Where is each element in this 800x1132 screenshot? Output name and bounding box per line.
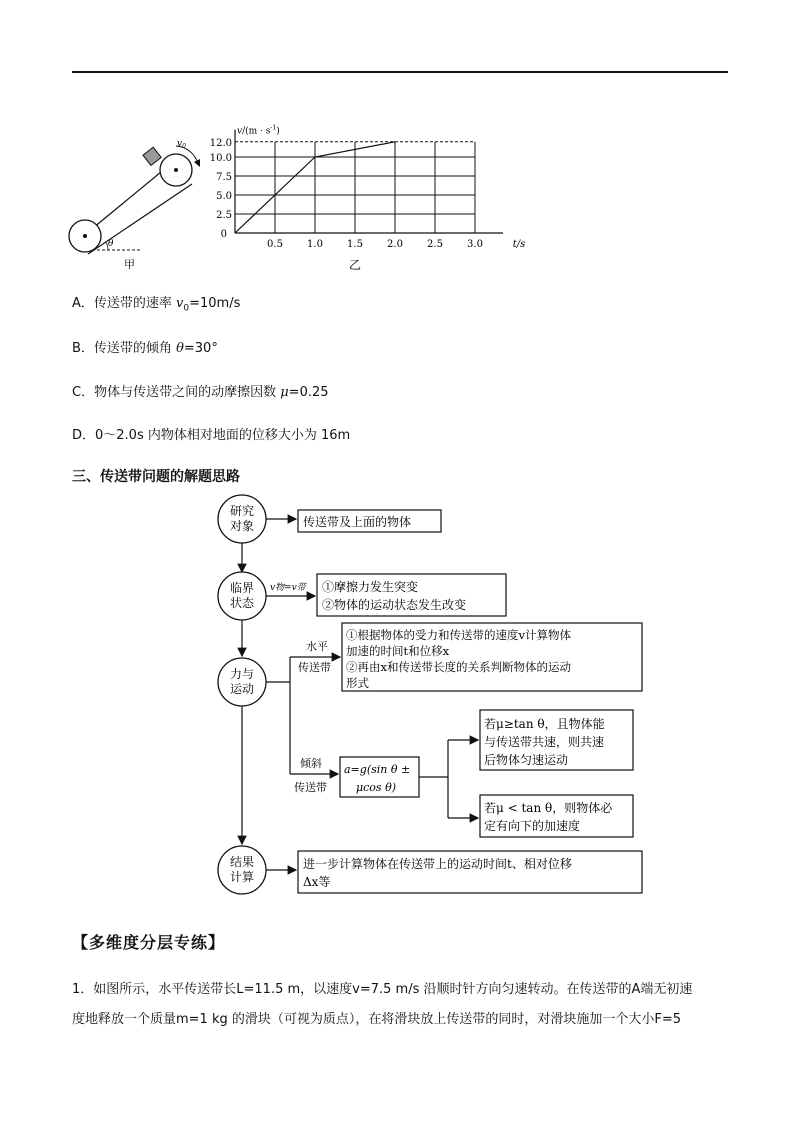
- y-tick-label: 10.0: [209, 153, 232, 164]
- svg-text:①根据物体的受力和传送带的速度v计算物体: ①根据物体的受力和传送带的速度v计算物体: [346, 628, 571, 642]
- caption-jia: 甲: [124, 258, 135, 271]
- y-tick-label: 12.0: [209, 137, 232, 149]
- option-a: A．传送带的速率 $v_0=10m/s$: [72, 296, 241, 314]
- flowchart: [210, 495, 660, 910]
- svg-text:①摩擦力发生突变: ①摩擦力发生突变: [322, 580, 419, 594]
- x-axis-label: t/s: [512, 239, 526, 250]
- figure-jia: [60, 120, 220, 270]
- option-c: C．物体与传送带之间的动摩擦因数 μ=0.25: [72, 385, 329, 400]
- node-force-motion: [218, 658, 266, 706]
- figure-yi-chart: [209, 88, 526, 273]
- y-tick-label: 5.0: [216, 191, 232, 202]
- top-rule: [72, 71, 728, 73]
- v0-label: $v_0$: [177, 139, 186, 150]
- svg-text:力与: 力与: [229, 667, 255, 681]
- svg-text:形式: 形式: [346, 676, 369, 690]
- svg-text:对象: 对象: [229, 519, 255, 533]
- x-tick-label: 0.5: [267, 239, 283, 250]
- condition-label: v物=v带: [270, 583, 306, 593]
- x-tick-label: 1.0: [307, 239, 323, 250]
- svg-text:若μ≥tan θ，且物体能: 若μ≥tan θ，且物体能: [484, 717, 605, 731]
- y-axis-label: $v/(m \cdot s^{-1})$: [237, 124, 280, 137]
- x-tick-label: 1.5: [347, 239, 363, 250]
- practice-title: 【多维度分层专练】: [72, 933, 226, 952]
- svg-text:Δx等: Δx等: [303, 875, 331, 889]
- svg-text:传送带: 传送带: [298, 661, 331, 674]
- svg-text:②物体的运动状态发生改变: ②物体的运动状态发生改变: [322, 598, 467, 612]
- svg-text:研究: 研究: [229, 504, 255, 518]
- svg-text:若μ < tan θ，则物体必: 若μ < tan θ，则物体必: [484, 801, 613, 815]
- svg-text:μcos θ): μcos θ): [356, 781, 396, 794]
- x-tick-label: 2.0: [387, 239, 403, 250]
- svg-text:②再由x和传送带长度的关系判断物体的运动: ②再由x和传送带长度的关系判断物体的运动: [346, 660, 571, 674]
- svg-text:运动: 运动: [229, 682, 255, 696]
- svg-text:状态: 状态: [229, 596, 255, 610]
- svg-text:临界: 临界: [229, 581, 255, 595]
- inclined-label: 倾斜: [300, 757, 322, 770]
- box-object-text: 传送带及上面的物体: [303, 515, 412, 529]
- x-tick-label: 3.0: [467, 239, 483, 250]
- block: [143, 147, 161, 165]
- problem-1-line-1: 1．如图所示，水平传送带长L=11.5 m，以速度v=7.5 m/s 沿顺时针方向匀速转动。在传送带的A端无初速: [72, 982, 693, 997]
- node-result-calc: [218, 846, 266, 894]
- option-b: B．传送带的倾角 θ=30°: [72, 341, 218, 356]
- node-research-object: [218, 495, 266, 543]
- svg-text:结果: 结果: [229, 855, 255, 869]
- svg-text:后物体匀速运动: 后物体匀速运动: [484, 753, 569, 767]
- x-tick-label: 2.5: [427, 239, 443, 250]
- y-tick-label: 7.5: [216, 172, 232, 183]
- svg-text:计算: 计算: [229, 870, 255, 884]
- svg-text:传送带: 传送带: [294, 781, 327, 794]
- origin-label: 0: [220, 229, 227, 240]
- horizontal-label: 水平: [306, 640, 328, 653]
- svg-text:定有向下的加速度: 定有向下的加速度: [484, 819, 581, 833]
- svg-text:进一步计算物体在传送带上的运动时间t、相对位移: 进一步计算物体在传送带上的运动时间t、相对位移: [303, 857, 572, 871]
- angle-label: θ: [108, 239, 114, 249]
- svg-text:与传送带共速，则共速: 与传送带共速，则共速: [484, 735, 605, 749]
- node-critical-state: [218, 572, 266, 620]
- section-3-title: 三、传送带问题的解题思路: [72, 469, 240, 485]
- y-tick-label: 2.5: [216, 210, 232, 221]
- option-d: D．0～2.0s 内物体相对地面的位移大小为 16m: [72, 428, 351, 443]
- problem-1-line-2: 度地释放一个质量m=1 kg 的滑块（可视为质点），在将滑块放上传送带的同时，对滑块施加一个大小F=5: [72, 1012, 682, 1027]
- svg-text:加速的时间t和位移x: 加速的时间t和位移x: [346, 644, 450, 658]
- caption-yi: 乙: [348, 258, 362, 272]
- svg-text:a=g(sin θ ±: a=g(sin θ ±: [344, 763, 411, 776]
